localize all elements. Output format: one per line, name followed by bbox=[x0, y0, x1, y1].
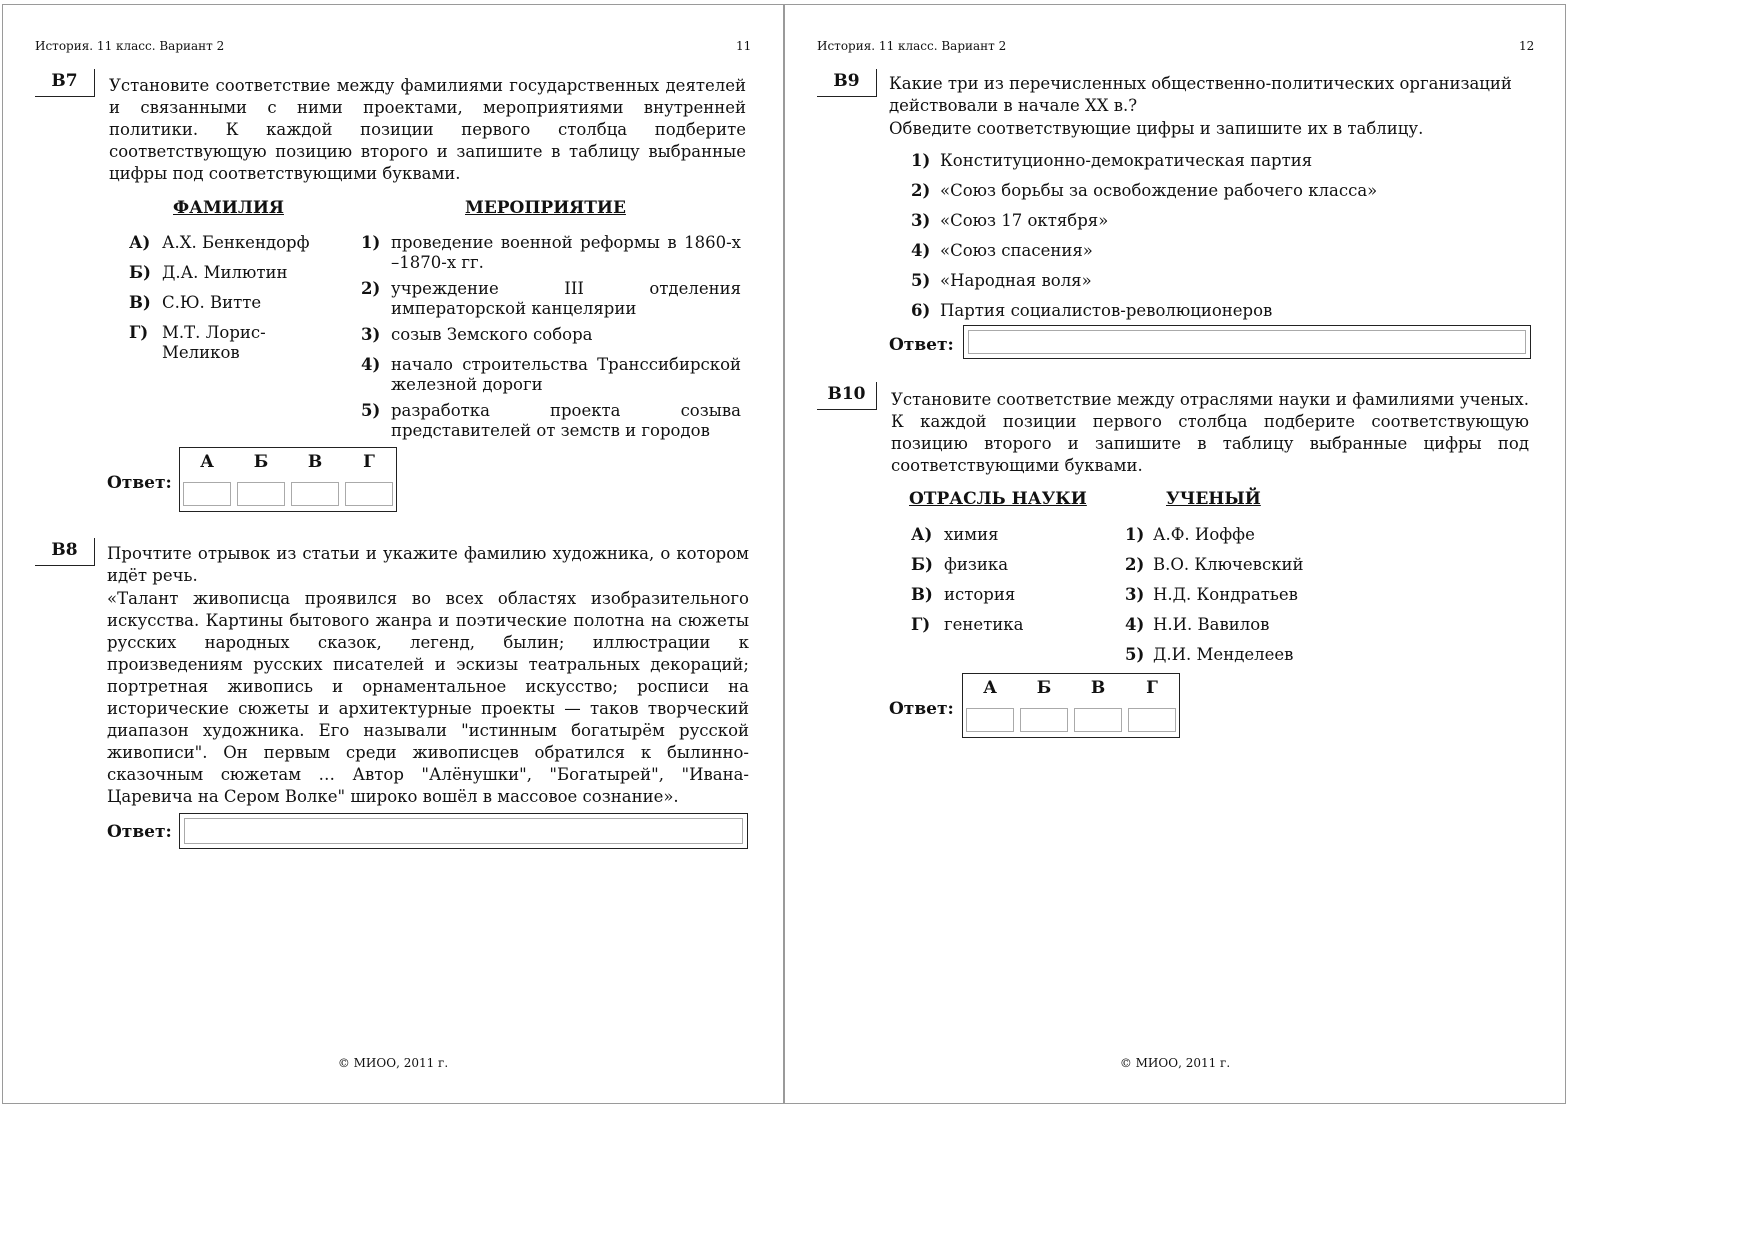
option-marker: 5) bbox=[911, 271, 931, 290]
item-marker: А) bbox=[911, 525, 933, 544]
match-item-a bbox=[911, 525, 1111, 547]
option-marker: 1) bbox=[361, 233, 381, 252]
page-right bbox=[784, 4, 1566, 1104]
running-head: История. 11 класс. Вариант 2 bbox=[35, 39, 225, 53]
item-marker: Г) bbox=[129, 323, 149, 342]
footer: © МИОО, 2011 г. bbox=[337, 1056, 449, 1070]
answer-letter: А bbox=[200, 452, 214, 472]
answer-cell-b[interactable] bbox=[237, 482, 285, 506]
page-left bbox=[2, 4, 784, 1104]
option-text: начало строительства Транссибирской железной дороги bbox=[391, 355, 741, 394]
answer-label: Ответ: bbox=[889, 335, 954, 355]
match-item-b bbox=[911, 555, 1111, 577]
option-marker: 3) bbox=[1125, 585, 1145, 604]
answer-grid bbox=[179, 447, 397, 512]
answer-field[interactable] bbox=[963, 325, 1531, 359]
item-text: химия bbox=[944, 525, 999, 544]
match-option-5 bbox=[361, 401, 741, 441]
option-text: Н.Д. Кондратьев bbox=[1153, 585, 1298, 604]
answer-letter: Б bbox=[1036, 678, 1052, 698]
item-marker: Б) bbox=[911, 555, 933, 574]
match-item-g bbox=[911, 615, 1111, 637]
option-marker: 1) bbox=[1125, 525, 1145, 544]
question-quote: «Талант живописца проявился во всех областях изобразительного искусства. Картины бытового жанра и поэтические полотна на сюжеты русских народных сказок, легенд, былин; иллюстрации к произведениям русских писателей и эскизы театральных декораций; портретная живопись и орнаментальное искусство; росписи на исторические сюжеты и архитектурные проекты — таков творческий диапазон художника. Его называли "истинным богатырём русской живописи". Он первым среди живописцев обратился к былинно-сказочным сюжетам … Автор "Алёнушки", "Богатырей", "Ивана-Царевича на Сером Волке" широко вошёл в массовое сознание». bbox=[107, 589, 749, 806]
option-marker: 4) bbox=[911, 241, 931, 260]
item-text: история bbox=[944, 585, 1016, 604]
option-marker: 5) bbox=[361, 401, 381, 420]
footer: © МИОО, 2011 г. bbox=[1119, 1056, 1231, 1070]
column-heading-1: ОТРАСЛЬ НАУКИ bbox=[909, 489, 1087, 509]
option-text: Д.И. Менделеев bbox=[1153, 645, 1294, 664]
option-text: разработка проекта созыва представителей от земств и городов bbox=[391, 401, 741, 440]
option-text: Н.И. Вавилов bbox=[1153, 615, 1270, 634]
question-label: В9 bbox=[817, 69, 877, 97]
answer-cell-g[interactable] bbox=[1128, 708, 1176, 732]
match-item-a bbox=[129, 233, 329, 255]
option-5 bbox=[911, 271, 1511, 293]
answer-field-inner bbox=[184, 818, 743, 844]
option-text: «Союз 17 октября» bbox=[940, 211, 1109, 230]
option-marker: 4) bbox=[1125, 615, 1145, 634]
option-text: учреждение III отделения императорской канцелярии bbox=[391, 279, 741, 318]
option-text: «Народная воля» bbox=[940, 271, 1092, 290]
answer-grid bbox=[962, 673, 1180, 738]
item-text: С.Ю. Витте bbox=[162, 293, 262, 312]
option-3 bbox=[911, 211, 1511, 233]
answer-cell-v[interactable] bbox=[291, 482, 339, 506]
answer-letter: В bbox=[307, 452, 323, 472]
answer-cell-v[interactable] bbox=[1074, 708, 1122, 732]
option-text: созыв Земского собора bbox=[391, 325, 593, 344]
answer-letter: Г bbox=[1146, 678, 1158, 698]
option-1 bbox=[911, 151, 1511, 173]
answer-cell-a[interactable] bbox=[966, 708, 1014, 732]
question-label: В7 bbox=[35, 69, 95, 97]
match-item-b bbox=[129, 263, 329, 285]
question-instruction: Обведите соответствующие цифры и запишите их в таблицу. bbox=[889, 119, 1424, 138]
match-item-g bbox=[129, 323, 329, 367]
option-text: Конституционно-демократическая партия bbox=[940, 151, 1313, 170]
option-4 bbox=[911, 241, 1511, 263]
option-text: «Союз борьбы за освобождение рабочего класса» bbox=[940, 181, 1378, 200]
match-option-5 bbox=[1125, 645, 1425, 667]
page-number: 12 bbox=[1519, 39, 1535, 53]
option-marker: 2) bbox=[911, 181, 931, 200]
answer-field[interactable] bbox=[179, 813, 748, 849]
item-text: физика bbox=[944, 555, 1009, 574]
item-marker: Г) bbox=[911, 615, 931, 634]
answer-letter: В bbox=[1090, 678, 1106, 698]
question-prompt: Какие три из перечисленных общественно-политических организаций действовали в начале XX в.? bbox=[889, 74, 1512, 115]
option-marker: 3) bbox=[911, 211, 931, 230]
option-marker: 6) bbox=[911, 301, 931, 320]
option-marker: 4) bbox=[361, 355, 381, 374]
match-option-3 bbox=[361, 325, 741, 347]
match-option-1 bbox=[361, 233, 741, 273]
answer-label: Ответ: bbox=[107, 822, 172, 842]
question-prompt: Установите соответствие между отраслями науки и фамилиями ученых. К каждой позиции первого столбца подберите соответствующую позицию второго и запишите в таблицу выбранные цифры под соответствующими буквами. bbox=[891, 390, 1529, 475]
answer-cell-b[interactable] bbox=[1020, 708, 1068, 732]
page-number: 11 bbox=[736, 39, 752, 53]
match-item-v bbox=[129, 293, 329, 315]
option-text: А.Ф. Иоффе bbox=[1153, 525, 1255, 544]
option-text: В.О. Ключевский bbox=[1153, 555, 1304, 574]
option-6 bbox=[911, 301, 1511, 323]
item-text: А.Х. Бенкендорф bbox=[162, 233, 310, 252]
match-option-2 bbox=[1125, 555, 1425, 577]
column-heading-2: УЧЕНЫЙ bbox=[1166, 489, 1261, 509]
answer-letter: Г bbox=[363, 452, 375, 472]
match-option-1 bbox=[1125, 525, 1425, 547]
answer-cell-g[interactable] bbox=[345, 482, 393, 506]
running-head: История. 11 класс. Вариант 2 bbox=[817, 39, 1007, 53]
option-text: «Союз спасения» bbox=[940, 241, 1093, 260]
match-option-4 bbox=[361, 355, 741, 395]
option-2 bbox=[911, 181, 1511, 203]
match-option-3 bbox=[1125, 585, 1425, 607]
option-marker: 1) bbox=[911, 151, 931, 170]
item-text: Д.А. Милютин bbox=[162, 263, 288, 282]
option-text: Партия социалистов-революционеров bbox=[940, 301, 1273, 320]
item-marker: А) bbox=[129, 233, 151, 252]
question-label: В10 bbox=[817, 382, 877, 410]
question-label: В8 bbox=[35, 538, 95, 566]
option-text: проведение военной реформы в 1860-х –1870-х гг. bbox=[391, 233, 741, 272]
answer-cell-a[interactable] bbox=[183, 482, 231, 506]
item-text: М.Т. Лорис-Меликов bbox=[162, 323, 266, 362]
answer-label: Ответ: bbox=[889, 699, 954, 719]
option-marker: 5) bbox=[1125, 645, 1145, 664]
answer-letter: А bbox=[983, 678, 997, 698]
item-marker: В) bbox=[129, 293, 151, 312]
item-marker: В) bbox=[911, 585, 933, 604]
option-marker: 2) bbox=[361, 279, 381, 298]
question-prompt: Установите соответствие между фамилиями государственных деятелей и связанными с ними проектами, мероприятиями внутренней политики. К каждой позиции первого столбца подберите соответствующую позицию второго и запишите в таблицу выбранные цифры под соответствующими буквами. bbox=[109, 76, 746, 183]
option-marker: 2) bbox=[1125, 555, 1145, 574]
column-heading-1: ФАМИЛИЯ bbox=[173, 198, 284, 218]
item-text: генетика bbox=[944, 615, 1024, 634]
option-marker: 3) bbox=[361, 325, 381, 344]
answer-letter: Б bbox=[253, 452, 269, 472]
item-marker: Б) bbox=[129, 263, 151, 282]
column-heading-2: МЕРОПРИЯТИЕ bbox=[465, 198, 626, 218]
question-prompt: Прочтите отрывок из статьи и укажите фамилию художника, о котором идёт речь. bbox=[107, 544, 749, 585]
match-option-2 bbox=[361, 279, 741, 319]
answer-field-inner bbox=[968, 330, 1526, 354]
match-item-v bbox=[911, 585, 1111, 607]
match-option-4 bbox=[1125, 615, 1425, 637]
answer-label: Ответ: bbox=[107, 473, 172, 493]
